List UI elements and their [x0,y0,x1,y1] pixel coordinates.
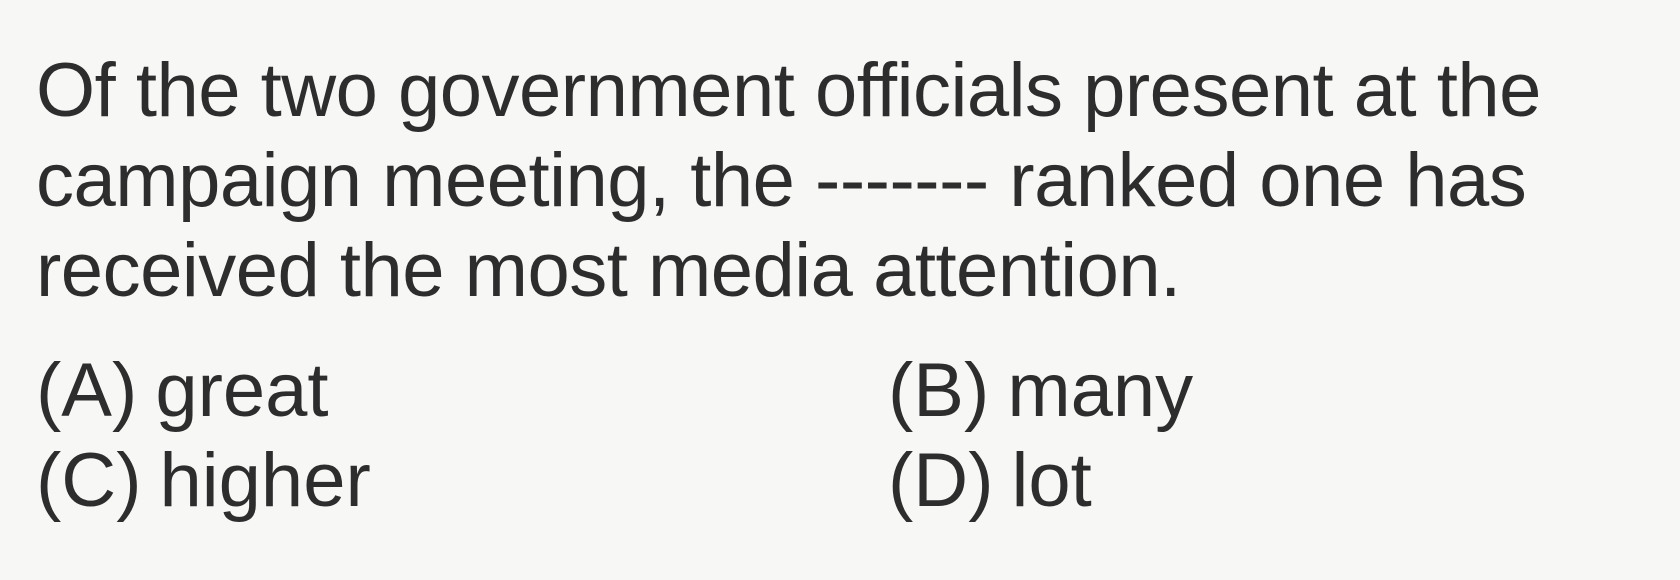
option-a-letter: (A) [36,348,138,433]
question-line-2: campaign meeting, the ------- ranked one has [36,138,1527,223]
option-a-text: great [155,348,329,433]
option-b[interactable] [888,346,1193,436]
option-b-letter: (B) [888,348,990,433]
question-line-1: Of the two government officials present at the [36,48,1541,133]
answer-options [36,346,1636,526]
option-a[interactable] [36,346,888,436]
option-d-letter: (D) [888,438,994,523]
question-stem [36,46,1636,316]
option-c[interactable] [36,436,888,526]
option-d[interactable] [888,436,1092,526]
option-c-letter: (C) [36,438,142,523]
option-c-text: higher [159,438,371,523]
option-d-text: lot [1011,438,1092,523]
option-b-text: many [1007,348,1194,433]
options-row-1 [36,346,1636,436]
question-line-3: received the most media attention. [36,228,1181,313]
options-row-2 [36,436,1636,526]
